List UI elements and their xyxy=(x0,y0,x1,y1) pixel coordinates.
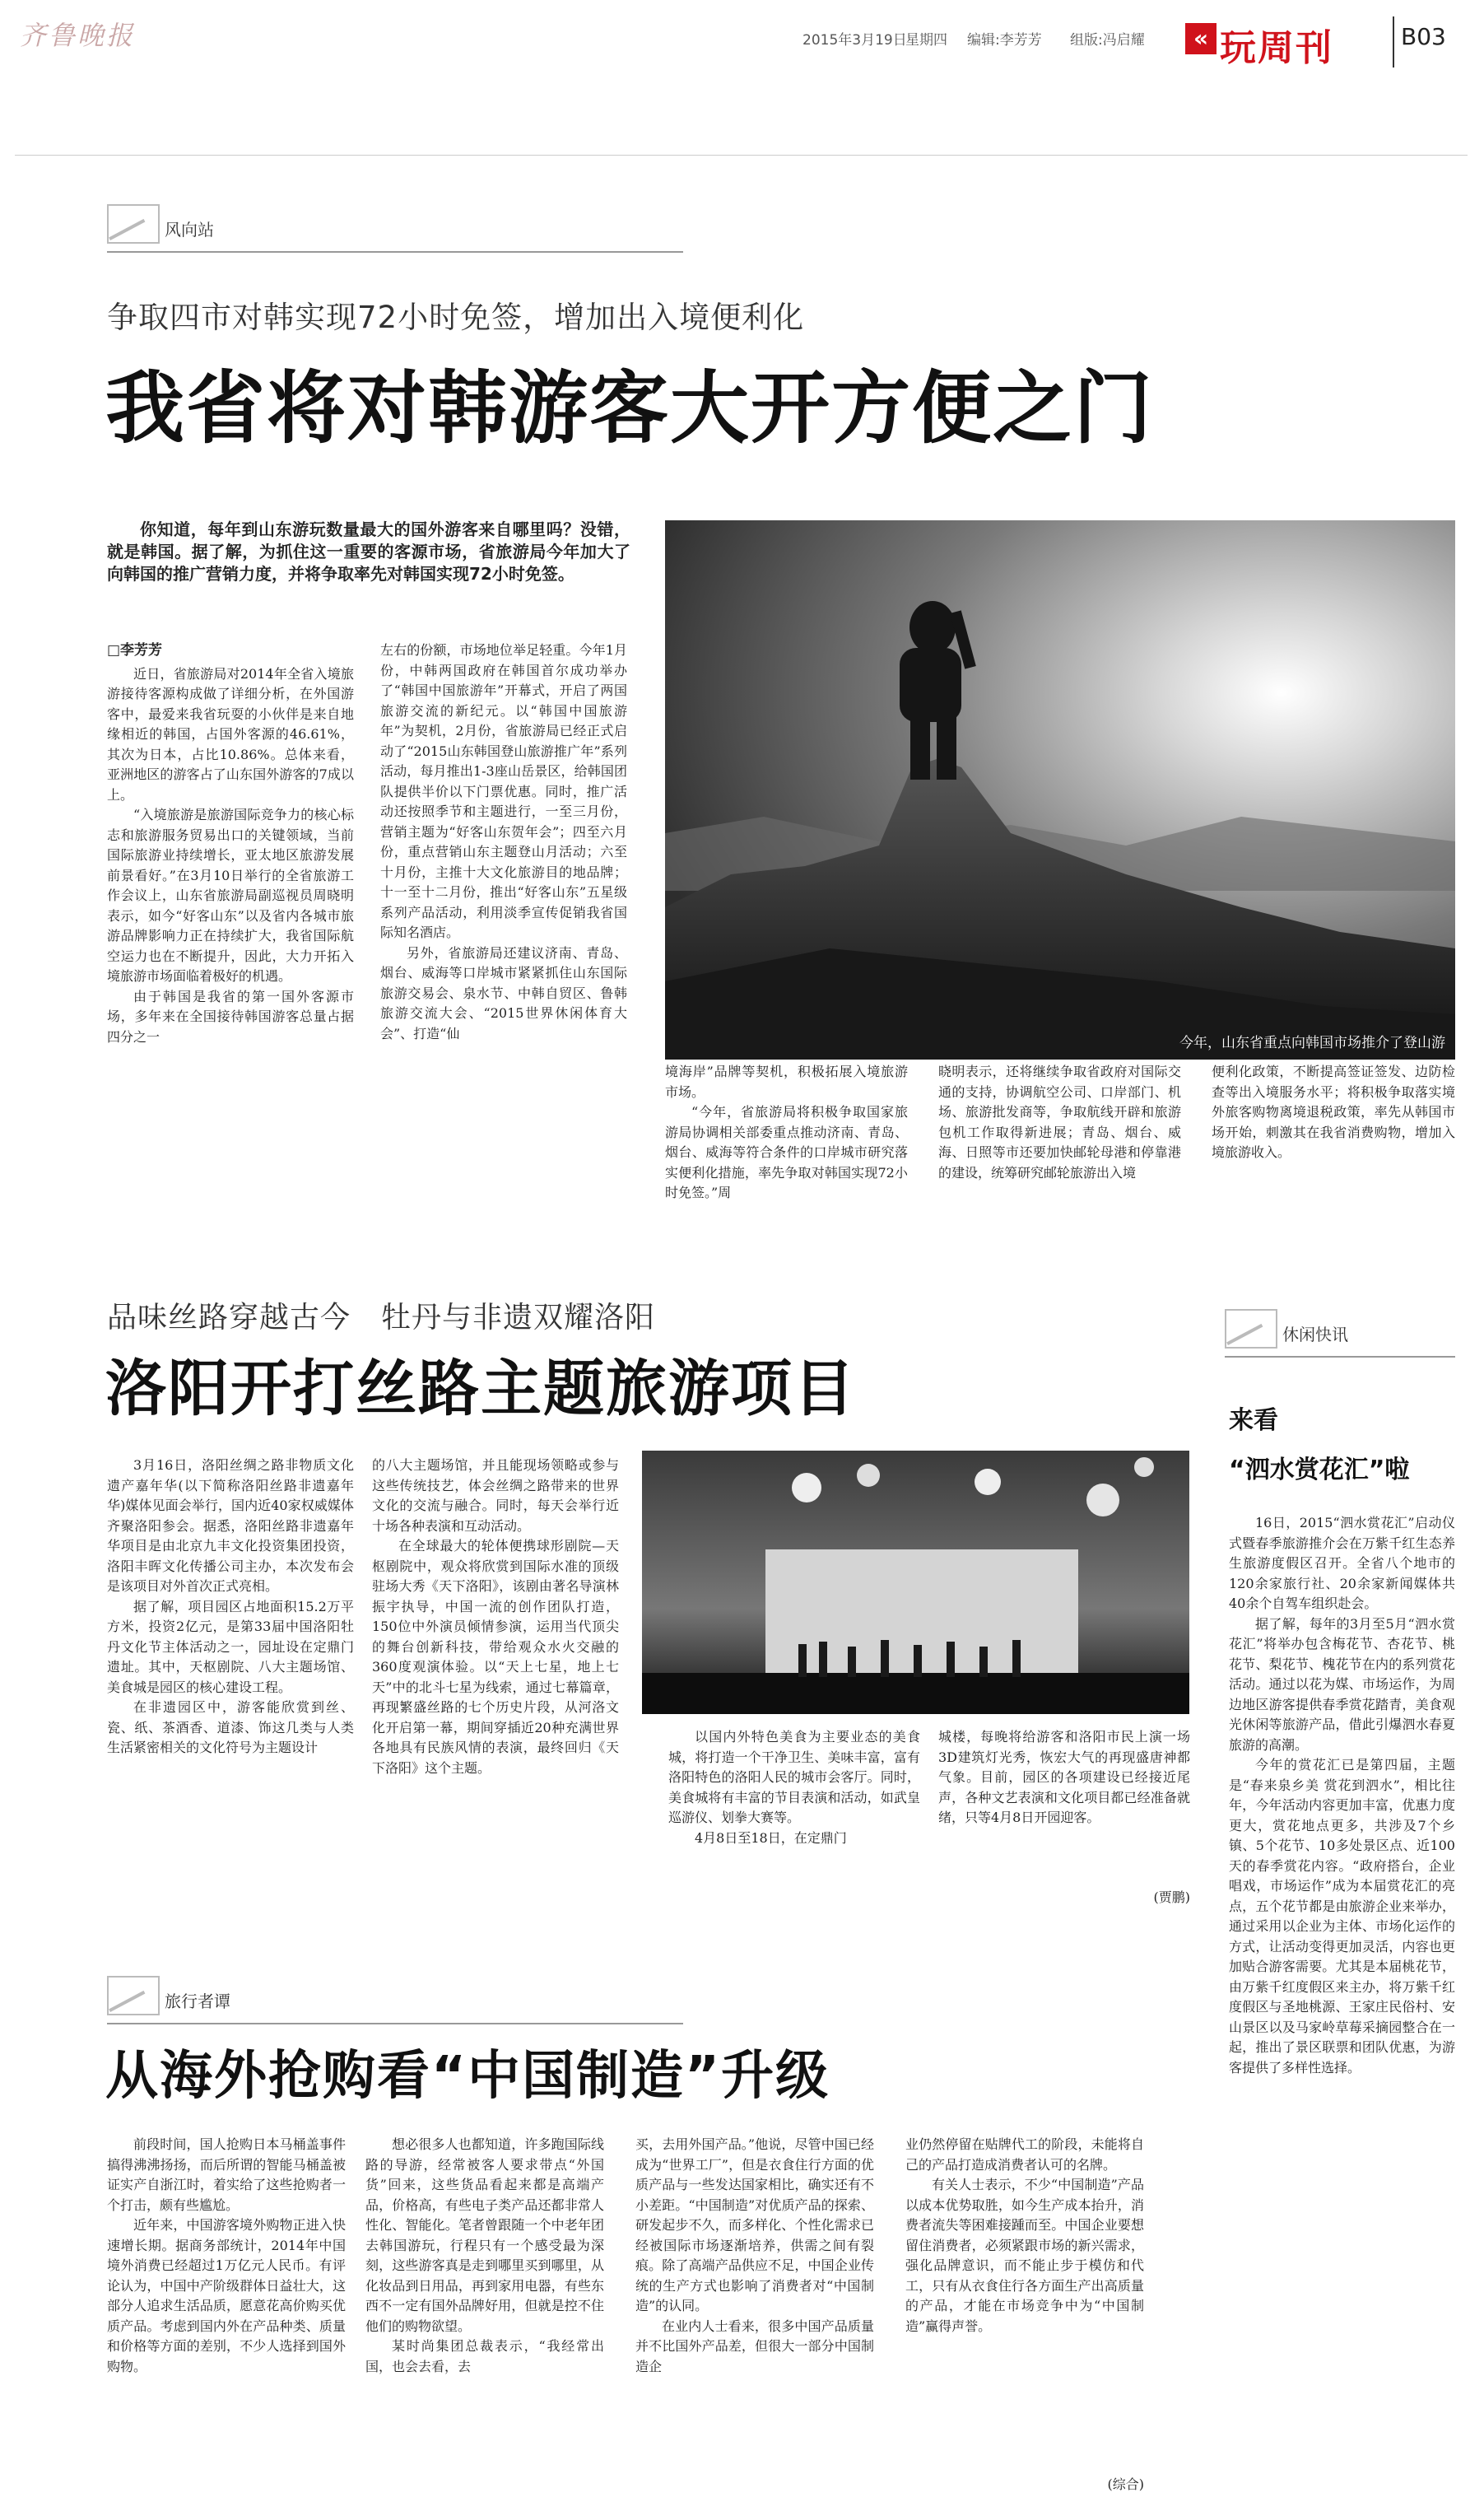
story2-credit: (贾鹏) xyxy=(1153,1889,1190,1905)
section-tag-lvxingzhe xyxy=(107,1976,230,2015)
masthead-date: 2015年3月19日 xyxy=(802,32,907,49)
paragraph: 在业内人士看来，很多中国产品质量并不比国外产品差，但很大一部分中国制造企 xyxy=(635,2318,874,2374)
masthead-rule xyxy=(15,155,1468,156)
tag-corner-icon xyxy=(107,204,160,244)
tag-underline xyxy=(107,2023,683,2024)
section-tag-fengxiang xyxy=(107,204,214,244)
story1-column-1 xyxy=(107,641,354,1242)
story1-column-3 xyxy=(665,1062,908,1242)
story2-column-2 xyxy=(372,1456,619,1982)
story1-kicker: 争取四市对韩实现72小时免签，增加出入境便利化 xyxy=(107,300,805,335)
story3-credit: (综合) xyxy=(1107,2476,1144,2492)
paragraph: 3月16日，洛阳丝绸之路非物质文化遗产嘉年华(以下简称洛阳丝路非遗嘉年华)媒体见面会举行，国内近40家权威媒体齐聚洛阳参会。据悉，洛阳丝路非遗嘉年华项目是由北京九丰文化投资集团投资，洛阳丰晖文化传播公司主办，本次发布会是该项目对外首次正式亮相。 xyxy=(107,1457,354,1594)
newspaper-logo: 齐鲁晚报 xyxy=(20,20,136,51)
story1-column-2 xyxy=(380,641,627,1242)
story3-column-3 xyxy=(635,2135,874,2481)
paragraph: 晓明表示，还将继续争取省政府对国际交通的支持，协调航空公司、口岸部门、机场、旅游批发商等，争取航线开辟和旅游包机工作取得新进展；青岛、烟台、威海、日照等市还要加快邮轮母港和停靠港的建设，统筹研究邮轮旅游出入境 xyxy=(938,1064,1181,1181)
stage-performance-photo xyxy=(642,1451,1189,1714)
paragraph: 城楼，每晚将给游客和洛阳市民上演一场3D建筑灯光秀，恢宏大气的再现盛唐神都气象。目前，园区的各项建设已经接近尾声，各种文艺表演和文化项目都已经准备就绪，只等4月8日开园迎客。 xyxy=(938,1729,1190,1825)
sidebar-title-line2: “泗水赏花汇”啦 xyxy=(1229,1456,1410,1484)
story2-column-4 xyxy=(938,1727,1190,1875)
paragraph: 前段时间，国人抢购日本马桶盖事件搞得沸沸扬扬，而后所谓的智能马桶盖被证实产自浙江时，着实给了这些抢购者一个打击，颇有些尴尬。 xyxy=(107,2136,346,2213)
paragraph: 另外，省旅游局还建议济南、青岛、烟台、威海等口岸城市紧紧抓住山东国际旅游交易会、泉水节、中韩自贸区、鲁韩旅游交流大会、“2015世界休闲体育大会”、打造“仙 xyxy=(380,944,627,1041)
paragraph: 境海岸”品牌等契机，积极拓展入境旅游市场。 xyxy=(665,1064,908,1100)
photo-caption: 今年，山东省重点向韩国市场推介了登山游 xyxy=(1179,1035,1445,1051)
paragraph: 16日，2015“泗水赏花汇”启动仪式暨春季旅游推介会在万紫千红生态养生旅游度假区召开。全省八个地市的120余家旅行社、20余家新闻媒体共40余个自驾车组织赴会。 xyxy=(1229,1515,1455,1611)
paragraph: 以国内外特色美食为主要业态的美食城，将打造一个干净卫生、美味丰富，富有洛阳特色的洛阳人民的城市会客厅。同时，美食城将有丰富的节目表演和活动，如武皇巡游仪、划拳大赛等。 xyxy=(668,1729,920,1825)
section-tag-label: 休闲快讯 xyxy=(1282,1324,1348,1344)
section-tag-xiuxian xyxy=(1225,1309,1348,1349)
lead-paragraph: 你知道，每年到山东游玩数量最大的国外游客来自哪里吗？没错，就是韩国。据了解，为抓住这一重要的客源市场，省旅游局今年加大了向韩国的推广营销力度，并将争取率先对韩国实现72小时免签。 xyxy=(107,519,630,584)
paragraph: “今年，省旅游局将积极争取国家旅游局协调相关部委重点推动济南、青岛、烟台、威海等符合条件的口岸城市研究落实便利化措施，率先争取对韩国实现72小时免签。”周 xyxy=(665,1104,908,1200)
paragraph: 左右的份额，市场地位举足轻重。今年1月份，中韩两国政府在韩国首尔成功举办了“韩国中国旅游年”开幕式，开启了两国旅游交流的新纪元。以“韩国中国旅游年”为契机，2月份，省旅游局已经正式启动了“2015山东韩国登山旅游推广年”系列活动，每月推出1-3座山岳景区，给韩国团队提供半价以下门票优惠。同时，推广活动还按照季节和主题进行，一至三月份，营销主题为“好客山东贺年会”；四至六月份，重点营销山东主题登山月活动；六至十月份，主推十大文化旅游目的地品牌；十一至十二月份，推出“好客山东”五星级系列产品活动，利用淡季宣传促销我省国际知名酒店。 xyxy=(380,642,627,940)
tag-corner-icon xyxy=(1225,1309,1277,1349)
sidebar-body xyxy=(1229,1513,1455,2481)
masthead-editor: 编辑:李芳芳 xyxy=(967,32,1042,49)
paragraph: 由于韩国是我省的第一国外客源市场，多年来在全国接待韩国游客总量占据四分之一 xyxy=(107,988,354,1045)
paragraph: 近日，省旅游局对2014年全省入境旅游接待客源构成做了详细分析，在外国游客中，最爱来我省玩耍的小伙伴是来自地缘相近的韩国，占国外客源的46.61%，其次为日本，占比10.86%。总体来看，亚洲地区的游客占了山东国外游客的7成以上。 xyxy=(107,665,354,803)
story3-column-4 xyxy=(905,2135,1144,2481)
mountain-climber-photo xyxy=(665,520,1455,1060)
section-tag-label: 旅行者谭 xyxy=(165,1991,230,2011)
paragraph: 便利化政策，不断提高签证签发、边防检查等出入境服务水平；将积极争取落实境外旅客购物离境退税政策，率先从韩国市场开始，刺激其在我省消费购物，增加入境旅游收入。 xyxy=(1212,1064,1455,1160)
tag-underline xyxy=(1225,1356,1455,1358)
paragraph: 据了解，每年的3月至5月“泗水赏花汇”将举办包含梅花节、杏花节、桃花节、梨花节、槐花节在内的系列赏花活动。通过以花为媒、市场运作，为周边地区游客提供春季赏花踏青，美食观光休闲等旅游产品，借此引爆泗水春夏旅游的高潮。 xyxy=(1229,1615,1455,1753)
paragraph: 想必很多人也都知道，许多跑国际线路的导游，经常被客人要求带点“外国货”回来，这些货品看起来都是高端产品，价格高，有些电子类产品还都非常人性化、智能化。笔者曾跟随一个中老年团去韩国游玩，行程只有一个感受最为深刻，这些游客真是走到哪里买到哪里，从化妆品到日用品，再到家用电器，有些东西不一定有国外品牌好用，但就是控不住他们的购物欲望。 xyxy=(365,2136,604,2334)
story3-column-2 xyxy=(365,2135,604,2481)
page-number: B03 xyxy=(1401,23,1446,50)
story2-kicker: 品味丝路穿越古今 牡丹与非遗双耀洛阳 xyxy=(107,1301,656,1335)
paragraph: 某时尚集团总裁表示，“我经常出国，也会去看，去 xyxy=(365,2338,604,2374)
story1-photo xyxy=(665,520,1455,1060)
story2-column-1 xyxy=(107,1456,354,1982)
paragraph: 的八大主题场馆，并且能现场领略或参与这些传统技艺，体会丝绸之路带来的世界文化的交流与融合。同时，每天会举行近十场各种表演和互动活动。 xyxy=(372,1457,619,1534)
masthead-divider xyxy=(1393,16,1394,68)
masthead-weekday: 星期四 xyxy=(905,32,947,49)
paragraph: 今年的赏花汇已是第四届，主题是“春来泉乡美 赏花到泗水”，相比往年，今年活动内容更加丰富，优惠力度更大，赏花地点更多，共涉及7个乡镇、5个花节、10多处景区点、近100天的春季赏花内容。“政府搭台，企业唱戏，市场运作”成为本届赏花汇的亮点，五个花节都是由旅游企业来举办，通过采用以企业为主体、市场化运作的方式，让活动变得更加灵活，内容也更加贴合游客需要。尤其是本届桃花节，由万紫千红度假区来主办，将万紫千红度假区与圣地桃源、王家庄民俗村、安山景区以及马家岭草莓采摘园整合在一起，推出了景区联票和团队优惠，为游客提供了多样性选择。 xyxy=(1229,1757,1455,2075)
section-tag-label: 风向站 xyxy=(165,219,214,240)
story3-headline: 从海外抢购看“中国制造”升级 xyxy=(105,2046,830,2107)
byline: □李芳芳 xyxy=(107,642,163,659)
story3-column-1 xyxy=(107,2135,346,2481)
paragraph: 据了解，项目园区占地面积15.2万平方米，投资2亿元，是第33届中国洛阳牡丹文化节主体活动之一，园址设在定鼎门遗址。其中，天枢剧院、八大主题场馆、美食城是园区的核心建设工程。 xyxy=(107,1598,354,1695)
section-badge-icon: « xyxy=(1185,23,1217,54)
masthead-layout: 组版:冯启耀 xyxy=(1070,32,1145,49)
tag-underline xyxy=(107,251,683,253)
story1-headline: 我省将对韩游客大开方便之门 xyxy=(105,362,1154,454)
paragraph: 在全球最大的轮体便携球形剧院—天枢剧院中，观众将欣赏到国际水准的顶级驻场大秀《天下洛阳》，该剧由著名导演林振宇执导，中国一流的创作团队打造，150位中外演员倾情参演，运用当代顶尖的舞台创新科技，带给观众水火交融的360度观演体验。以“天上七星，地上七天”中的北斗七星为线索，通过七幕篇章，再现繁盛丝路的七个历史片段，从河洛文化开启第一幕，期间穿插近20种充满世界各地具有民族风情的表演，最终回归《天下洛阳》这个主题。 xyxy=(372,1538,619,1776)
paragraph: 在非遗园区中，游客能欣赏到丝、瓷、纸、茶酒香、道漆、饰这几类与人类生活紧密相关的文化符号为主题设计 xyxy=(107,1699,354,1755)
tag-corner-icon xyxy=(107,1976,160,2015)
story1-column-5 xyxy=(1212,1062,1455,1242)
story1-column-4 xyxy=(938,1062,1181,1242)
masthead xyxy=(0,0,1484,82)
story2-photo xyxy=(642,1451,1189,1714)
paragraph: 近年来，中国游客境外购物正进入快速增长期。据商务部统计，2014年中国境外消费已经超过1万亿元人民币。有评论认为，中国中产阶级群体日益壮大，这部分人追求生活品质，愿意花高价购买优质产品。考虑到国内外在产品种类、质量和价格等方面的差别，不少人选择到国外购物。 xyxy=(107,2217,346,2374)
paragraph: 4月8日至18日，在定鼎门 xyxy=(695,1829,847,1846)
paragraph: “入境旅游是旅游国际竞争力的核心标志和旅游服务贸易出口的关键领域，当前国际旅游业持续增长，亚太地区旅游发展前景看好。”在3月10日举行的全省旅游工作会议上，山东省旅游局副巡视员周晓明表示，如今“好客山东”以及省内各城市旅游品牌影响力正在持续扩大，我省国际航空运力也在不断提升，因此，大力开拓入境旅游市场面临着极好的机遇。 xyxy=(107,807,354,984)
story2-headline: 洛阳开打丝路主题旅游项目 xyxy=(105,1353,856,1424)
section-name: 玩周刊 xyxy=(1220,27,1333,69)
paragraph: 业仍然停留在贴牌代工的阶段，未能将自己的产品打造成消费者认可的名牌。 xyxy=(905,2136,1144,2173)
story2-column-3 xyxy=(668,1727,920,1875)
paragraph: 买，去用外国产品。”他说，尽管中国已经成为“世界工厂”，但是衣食住行方面的优质产品与一些发达国家相比，确实还有不小差距。“中国制造”对优质产品的探索、研发起步不久，而多样化、个性化需求已经被国际市场逐渐培养，供需之间有裂痕。除了高端产品供应不足，中国企业传统的生产方式也影响了消费者对“中国制造”的认同。 xyxy=(635,2136,874,2313)
paragraph: 有关人士表示，不少“中国制造”产品以成本优势取胜，如今生产成本抬升，消费者流失等困难接踵而至。中国企业要想留住消费者，必须紧跟市场的新兴需求，强化品牌意识，而不能止步于模仿和代工，只有从衣食住行各方面生产出高质量的产品，才能在市场竞争中为“中国制造”赢得声誉。 xyxy=(905,2177,1144,2334)
sidebar-title-line1: 来看 xyxy=(1229,1406,1278,1435)
story1-lead xyxy=(107,519,630,585)
